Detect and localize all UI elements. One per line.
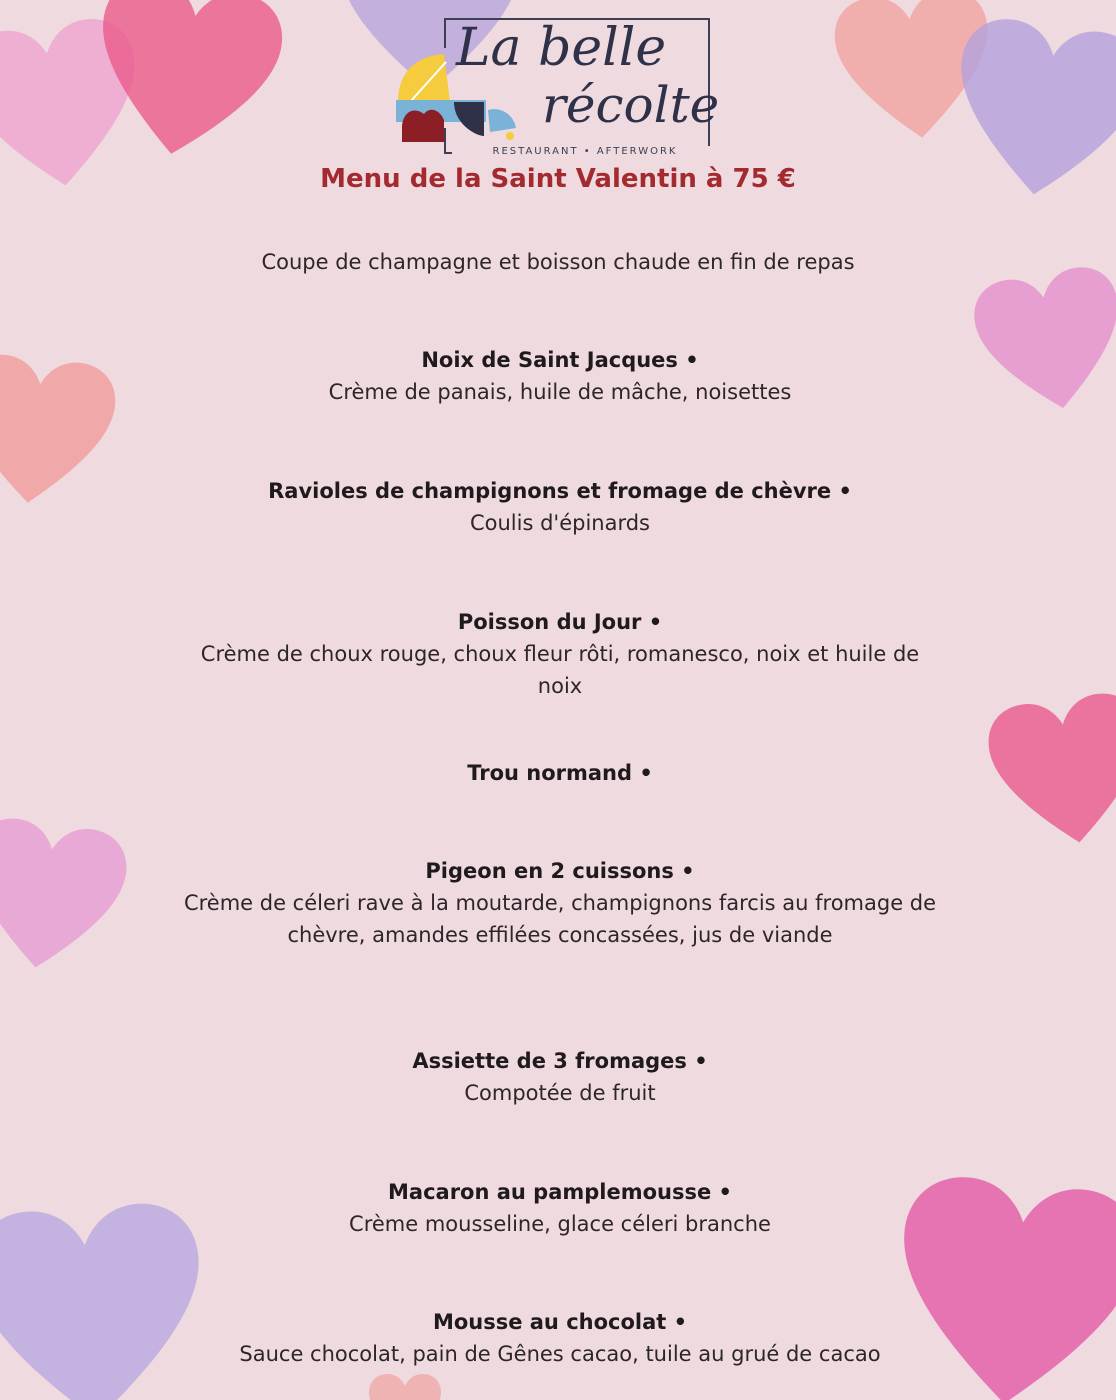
course-description: Crème de choux rouge, choux fleur rôti, romanesco, noix et huile de noix — [200, 642, 920, 698]
course-item — [180, 344, 940, 408]
logo-tagline: RESTAURANT • AFTERWORK — [452, 146, 718, 157]
heart-decoration — [0, 779, 144, 1021]
course-name: Trou normand • — [467, 761, 653, 785]
course-name: Assiette de 3 fromages • — [412, 1049, 708, 1073]
restaurant-logo — [392, 12, 722, 162]
heart-decoration — [964, 610, 1116, 941]
course-description: Coulis d'épinards — [469, 511, 650, 535]
heart-decoration — [300, 1370, 510, 1400]
heart-icon — [964, 610, 1116, 941]
heart-icon — [0, 779, 144, 1021]
course-description: Sauce chocolat, pain de Gênes cacao, tuile au grué de cacao — [239, 1342, 881, 1366]
course-description: Compotée de fruit — [464, 1081, 656, 1105]
course-item — [180, 855, 940, 951]
course-name: Pigeon en 2 cuissons • — [425, 859, 695, 883]
course-description: Crème de panais, huile de mâche, noisettes — [328, 380, 792, 404]
logo-text-line1: La belle — [456, 18, 667, 78]
course-item — [180, 1306, 940, 1370]
course-name: Poisson du Jour • — [457, 610, 663, 634]
course-description: Crème mousseline, glace céleri branche — [349, 1212, 771, 1236]
course-item — [180, 757, 940, 789]
menu-title: Menu de la Saint Valentin à 75 € — [320, 164, 796, 194]
course-name: Noix de Saint Jacques • — [421, 348, 699, 372]
course-item — [180, 1045, 940, 1109]
menu-intro: Coupe de champagne et boisson chaude en fin de repas — [261, 250, 855, 274]
course-name: Mousse au chocolat • — [432, 1310, 688, 1334]
heart-icon — [0, 332, 129, 539]
logo-text-line2: récolte — [542, 76, 720, 134]
course-name: Ravioles de champignons et fromage de chèvre • — [268, 479, 852, 503]
heart-decoration — [0, 332, 129, 539]
heart-icon — [300, 1370, 510, 1400]
course-item — [180, 475, 940, 539]
course-description: Crème de céleri rave à la moutarde, champignons farcis au fromage de chèvre, amandes effilées concassées, jus de viande — [183, 891, 937, 947]
course-item — [180, 606, 940, 702]
course-name: Macaron au pamplemousse • — [388, 1180, 732, 1204]
course-item — [180, 1176, 940, 1240]
